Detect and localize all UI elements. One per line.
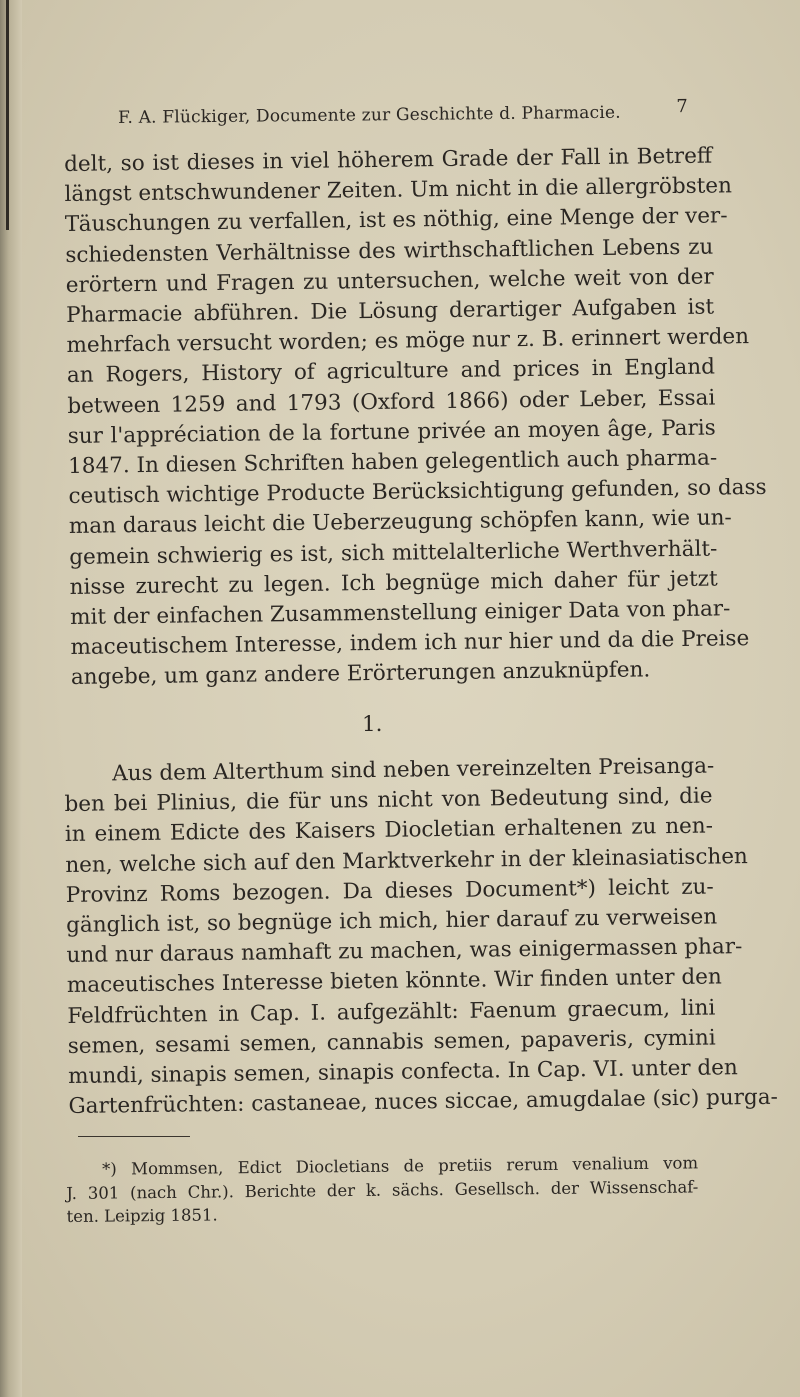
paragraph-2 [64, 752, 778, 1123]
text-line: ceutisch wichtige Producte Berücksichtigung gefunden, so dass [68, 475, 767, 510]
text-line: delt, so ist dieses in viel höherem Grade der Fall in Betreff [64, 143, 713, 177]
footnote-line: *) Mommsen, Edict Diocletians de pretiis rerum venalium vom [102, 1153, 699, 1179]
text-line: Gartenfrüchten: castaneae, nuces siccae, amugdalae (sic) purga- [68, 1084, 778, 1120]
text-line: mit der einfachen Zusammenstellung einiger Data von phar- [69, 596, 731, 631]
text-line: nisse zurecht zu legen. Ich begnüge mich daher für jetzt [69, 566, 718, 600]
text-line: maceutischem Interesse, indem ich nur hier und da die Preise [70, 626, 750, 661]
footnote-line: J. 301 (nach Chr.). Berichte der k. sächs. Gesellsch. der Wissenschaf- [66, 1176, 699, 1203]
paragraph-1 [64, 142, 767, 694]
text-line: in einem Edicte des Kaisers Diocletian erhaltenen zu nen- [64, 813, 714, 848]
text-line: between 1259 and 1793 (Oxford 1866) oder Leber, Essai [67, 385, 716, 419]
text-line: gänglich ist, so begnüge ich mich, hier darauf zu verweisen [66, 904, 718, 939]
text-line: Provinz Roms bezogen. Da dieses Document*) leicht zu- [65, 874, 714, 908]
running-title: F. A. Flückiger, Documente zur Geschichte d. Pharmacie. [118, 102, 621, 128]
footnote-divider [78, 1136, 190, 1137]
text-line: gemein schwierig es ist, sich mittelalterliche Werthverhält- [69, 536, 718, 570]
text-line: semen, sesami semen, cannabis semen, papaveris, cymini [67, 1025, 716, 1059]
text-line: längst entschwundener Zeiten. Um nicht in die allergröbsten [64, 173, 733, 208]
page-spine-shadow [0, 0, 22, 1397]
text-line: und nur daraus namhaft zu machen, was einigermassen phar- [66, 934, 743, 969]
text-line: ben bei Plinius, die für uns nicht von Bedeutung sind, die [64, 783, 713, 818]
section-number: 1. [362, 712, 383, 737]
text-line: Aus dem Alterthum sind neben vereinzelten Preisanga- [112, 753, 715, 787]
text-line: sur l'appréciation de la fortune privée an moyen âge, Paris [67, 415, 716, 449]
text-line: maceutisches Interesse bieten könnte. Wir finden unter den [66, 964, 722, 999]
running-header [118, 96, 689, 136]
text-line: Täuschungen zu verfallen, ist es nöthig, eine Menge der ver- [64, 203, 728, 238]
binding-edge-line [6, 0, 9, 230]
text-line: 1847. In diesen Schriften haben gelegentlich auch pharma- [67, 445, 718, 480]
text-line: mundi, sinapis semen, sinapis confecta. In Cap. VI. unter den [67, 1055, 738, 1090]
page-number: 7 [676, 96, 689, 118]
text-line: angebe, um ganz andere Erörterungen anzuknüpfen. [70, 657, 651, 691]
text-line: Feldfrüchten in Cap. I. aufgezählt: Faenum graecum, lini [67, 995, 716, 1029]
text-line: mehrfach versucht worden; es möge nur z. B. erinnert werden [66, 324, 750, 359]
text-line: Pharmacie abführen. Die Lösung derartiger Aufgaben ist [66, 294, 715, 329]
text-line: an Rogers, History of agriculture and prices in England [66, 354, 716, 389]
footnote [66, 1151, 699, 1228]
text-line: schiedensten Verhältnisse des wirthschaftlichen Lebens zu [65, 234, 714, 268]
text-line: nen, welche sich auf den Marktverkehr in der kleinasiatischen [65, 843, 748, 878]
text-line: man daraus leicht die Ueberzeugung schöpfen kann, wie un- [68, 505, 732, 540]
footnote-line: ten. Leipzig 1851. [66, 1205, 218, 1226]
text-line: erörtern und Fragen zu untersuchen, welche weit von der [65, 264, 714, 298]
